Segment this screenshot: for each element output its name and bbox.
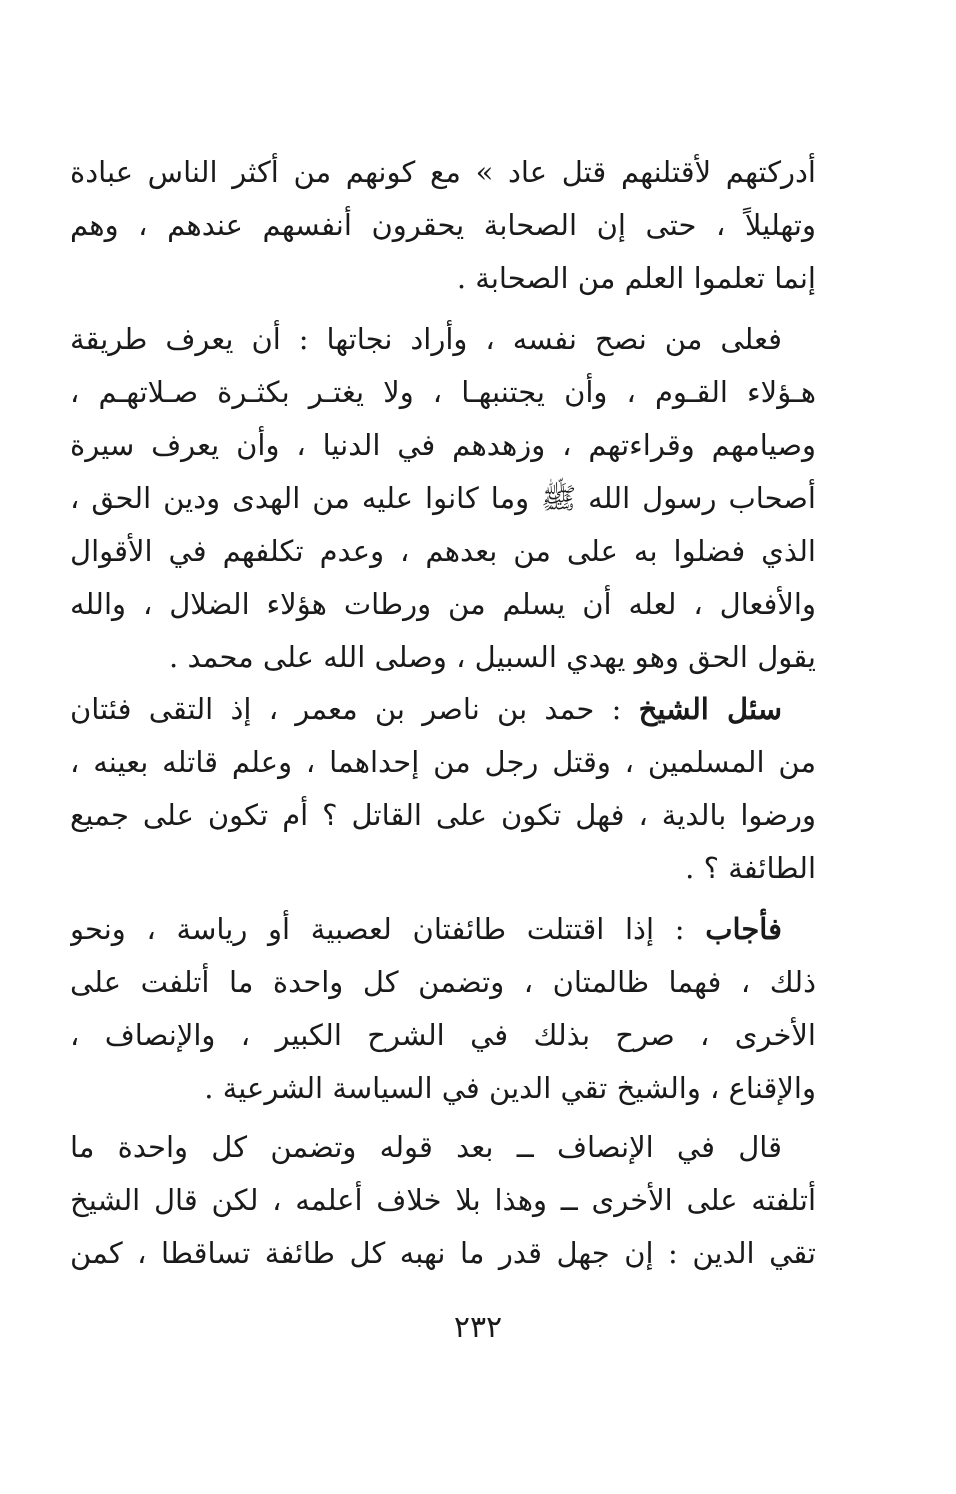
paragraph-1 [70, 146, 816, 305]
text-line: أصحاب رسول الله ﷺ وما كانوا عليه من الهدى ودين الحق ، [70, 481, 816, 515]
text-line: فعلى من نصح نفسه ، وأراد نجاتها : أن يعرف طريقة [70, 322, 782, 356]
answer-lead: فأجاب [705, 912, 782, 946]
text-line: والأفعال ، لعله أن يسلم من ورطات هؤلاء الضلال ، والله [70, 587, 816, 621]
paragraph-5 [70, 1121, 816, 1280]
text-line: وتهليلاً ، حتى إن الصحابة يحقرون أنفسهم عندهم ، وهم [70, 208, 816, 242]
text-line: إنما تعلموا العلم من الصحابة . [456, 261, 816, 295]
text-line-rest: : إذا اقتتلت طائفتان لعصبية أو رياسة ، ونحو [70, 912, 706, 946]
text-line: تقي الدين : إن جهل قدر ما نهبه كل طائفة تساقطا ، كمن [70, 1236, 816, 1270]
text-line: وصيامهم وقراءتهم ، وزهدهم في الدنيا ، وأن يعرف سيرة [70, 428, 816, 462]
text-line [70, 683, 816, 736]
text-line: قال في الإنصاف ــ بعد قوله وتضمن كل واحدة ما [70, 1130, 782, 1164]
text-line-rest: : حمد بن ناصر بن معمر ، إذ التقى فئتان [70, 692, 639, 726]
text-line: والإقناع ، والشيخ تقي الدين في السياسة الشرعية . [204, 1071, 816, 1105]
paragraph-3 [70, 683, 816, 895]
text-line: الأخرى ، صرح بذلك في الشرح الكبير ، والإنصاف ، [70, 1018, 816, 1052]
text-line: أدركتهم لأقتلنهم قتل عاد » مع كونهم من أكثر الناس عبادة [70, 155, 816, 189]
paragraph-4 [70, 903, 816, 1115]
text-line: ورضوا بالدية ، فهل تكون على القاتل ؟ أم تكون على جميع [70, 798, 816, 832]
question-lead: سئل الشيخ [638, 692, 782, 726]
paragraph-2 [70, 313, 816, 684]
text-line: يقول الحق وهو يهدي السبيل ، وصلى الله على محمد . [169, 640, 816, 674]
text-line: الذي فضلوا به على من بعدهم ، وعدم تكلفهم في الأقوال [70, 534, 816, 568]
text-line: هـؤلاء القـوم ، وأن يجتنبهـا ، ولا يغتـر بكثـرة صـلاتهـم ، [70, 375, 816, 409]
text-line: أتلفته على الأخرى ــ وهذا بلا خلاف أعلمه ، لكن قال الشيخ [70, 1183, 816, 1217]
page-number: ٢٣٢ [453, 1310, 503, 1345]
text-line: من المسلمين ، وقتل رجل من إحداهما ، وعلم قاتله بعينه ، [70, 745, 816, 779]
text-line [70, 903, 816, 956]
text-line: الطائفة ؟ . [685, 851, 816, 885]
text-line: ذلك ، فهما ظالمتان ، وتضمن كل واحدة ما أتلفت على [70, 965, 816, 999]
